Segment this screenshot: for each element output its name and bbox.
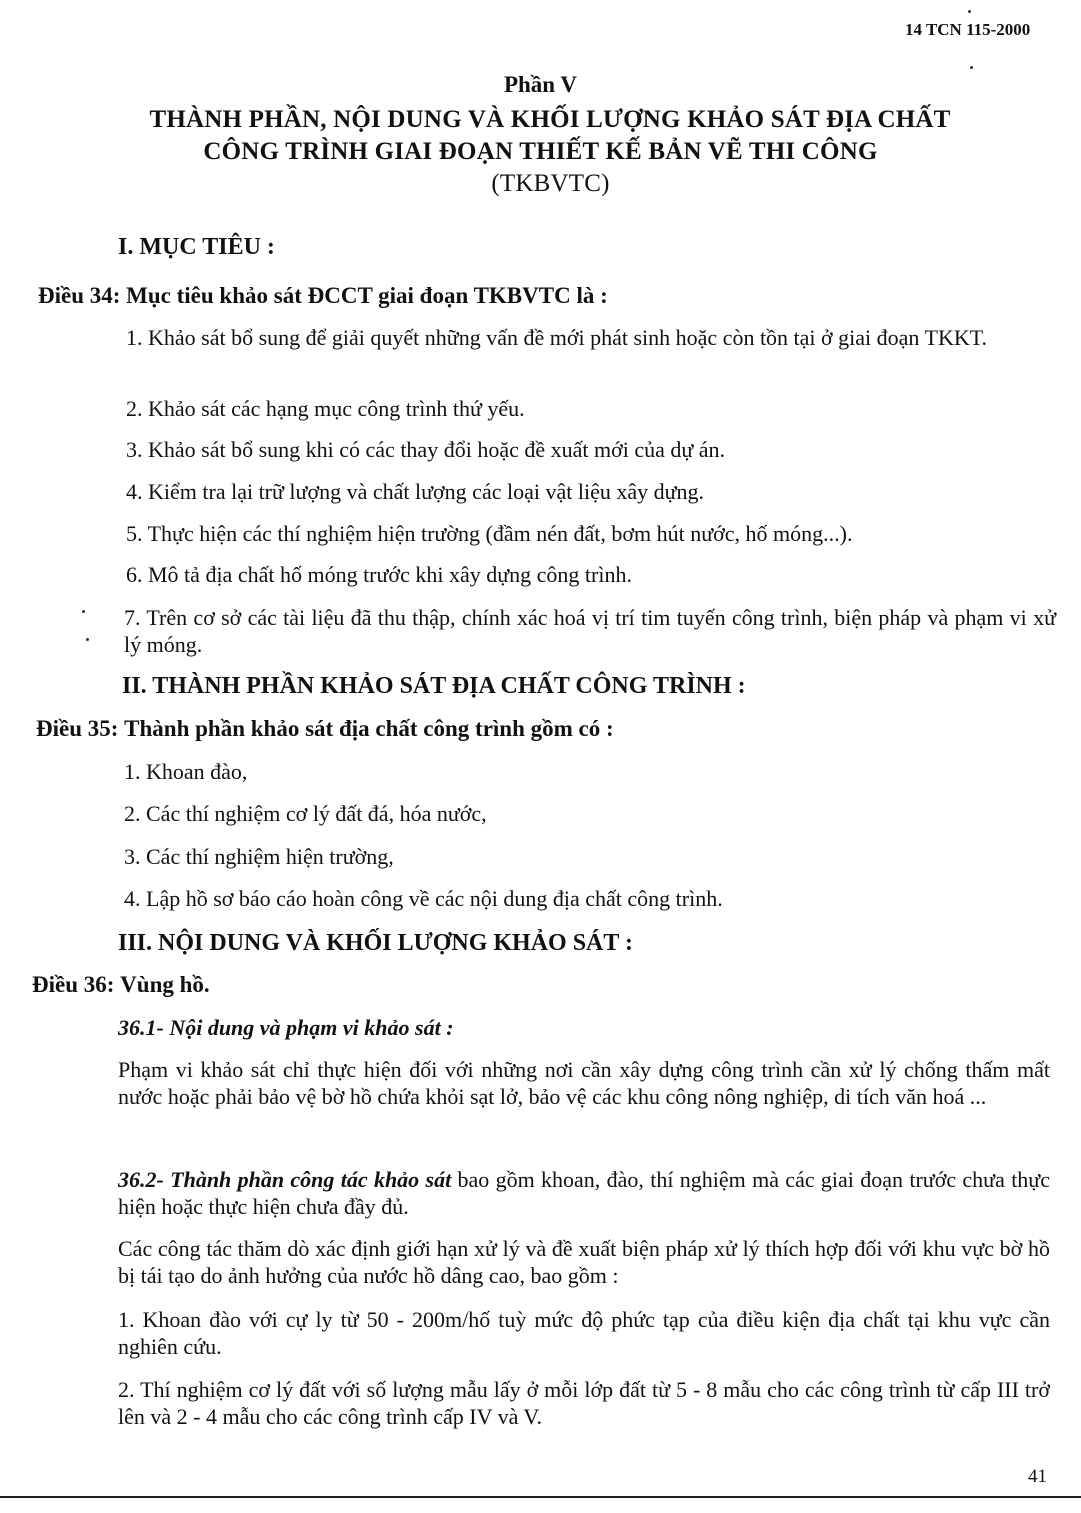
list-item: 1. Khảo sát bổ sung để giải quyết những vấn đề mới phát sinh hoặc còn tồn tại ở giai đoạn TKKT. xyxy=(126,325,988,350)
list-item: 2. Các thí nghiệm cơ lý đất đá, hóa nước, xyxy=(124,801,487,826)
subsection-36-2 xyxy=(118,1166,1050,1220)
subsection-36-1-title: 36.1- Nội dung và phạm vi khảo sát : xyxy=(118,1015,454,1040)
main-title-line3: (TKBVTC) xyxy=(491,170,610,197)
article-34-label: Điều 34: xyxy=(38,283,121,308)
list-item: 3. Các thí nghiệm hiện trường, xyxy=(124,844,394,869)
list-item: 6. Mô tả địa chất hố móng trước khi xây dựng công trình. xyxy=(126,562,632,587)
article-34 xyxy=(38,283,608,309)
footer-rule xyxy=(0,1496,1081,1498)
article-36 xyxy=(32,972,210,998)
section-heading-1: I. MỤC TIÊU : xyxy=(118,234,275,260)
list-item: 3. Khảo sát bổ sung khi có các thay đổi hoặc đề xuất mới của dự án. xyxy=(126,437,726,462)
list-item: 4. Kiểm tra lại trữ lượng và chất lượng các loại vật liệu xây dựng. xyxy=(126,479,705,504)
article-34-text: Mục tiêu khảo sát ĐCCT giai đoạn TKBVTC là : xyxy=(126,283,608,308)
list-item: 7. Trên cơ sở các tài liệu đã thu thập, chính xác hoá vị trí tim tuyến công trình, biện pháp và phạm vi xử lý móng. xyxy=(124,605,1056,657)
list-item: 2. Khảo sát các hạng mục công trình thứ yếu. xyxy=(126,396,525,421)
part-title: Phần V xyxy=(503,72,578,97)
section-heading-3: III. NỘI DUNG VÀ KHỐI LƯỢNG KHẢO SÁT : xyxy=(118,930,633,956)
article-35 xyxy=(36,716,614,742)
main-title-line1: THÀNH PHẦN, NỘI DUNG VÀ KHỐI LƯỢNG KHẢO SÁT ĐỊA CHẤT xyxy=(149,106,951,133)
subsection-36-1-text: Phạm vi khảo sát chỉ thực hiện đối với những nơi cần xây dựng công trình cần xử lý chống thấm mất nước hoặc phải bảo vệ bờ hồ chứa khỏi sạt lở, bảo vệ các khu công nông nghiệp, di tích văn hoá ... xyxy=(118,1057,1050,1109)
article-35-label: Điều 35: xyxy=(36,716,119,741)
scan-speck xyxy=(968,10,971,13)
scan-speck xyxy=(970,66,973,69)
section-heading-2: II. THÀNH PHẦN KHẢO SÁT ĐỊA CHẤT CÔNG TRÌNH : xyxy=(122,673,746,699)
paragraph-measures: Các công tác thăm dò xác định giới hạn xử lý và đề xuất biện pháp xử lý thích hợp đối với khu vực bờ hồ bị tái tạo do ảnh hưởng của nước hồ dâng cao, bao gồm : xyxy=(118,1236,1050,1288)
scan-speck xyxy=(82,610,85,613)
subsection-36-2-text: bao gồm khoan, đào, thí nghiệm mà các giai đoạn trước chưa thực hiện hoặc thực hiện chưa đầy đủ. xyxy=(118,1167,1050,1219)
list-item: 1. Khoan đào, xyxy=(124,759,248,784)
list-item: 1. Khoan đào với cự ly từ 50 - 200m/hố tuỳ mức độ phức tạp của điều kiện địa chất tại khu vực cần nghiên cứu. xyxy=(118,1307,1050,1359)
list-item: 4. Lập hồ sơ báo cáo hoàn công về các nội dung địa chất công trình. xyxy=(124,886,723,911)
page-number: 41 xyxy=(1028,1466,1047,1487)
list-item: 5. Thực hiện các thí nghiệm hiện trường (đầm nén đất, bơm hút nước, hố móng...). xyxy=(126,521,853,546)
list-item: 2. Thí nghiệm cơ lý đất với số lượng mẫu lấy ở mỗi lớp đất từ 5 - 8 mẫu cho các công trình từ cấp III trở lên và 2 - 4 mẫu cho các công trình cấp IV và V. xyxy=(118,1377,1050,1429)
article-36-text: Vùng hồ. xyxy=(120,972,210,997)
document-code: 14 TCN 115-2000 xyxy=(905,20,1031,39)
main-title-line2: CÔNG TRÌNH GIAI ĐOẠN THIẾT KẾ BẢN VẼ THI CÔNG xyxy=(203,138,878,165)
subsection-36-2-title: 36.2- Thành phần công tác khảo sát xyxy=(118,1167,452,1192)
article-36-label: Điều 36: xyxy=(32,972,115,997)
article-35-text: Thành phần khảo sát địa chất công trình gồm có : xyxy=(124,716,614,741)
scan-speck xyxy=(86,638,89,641)
